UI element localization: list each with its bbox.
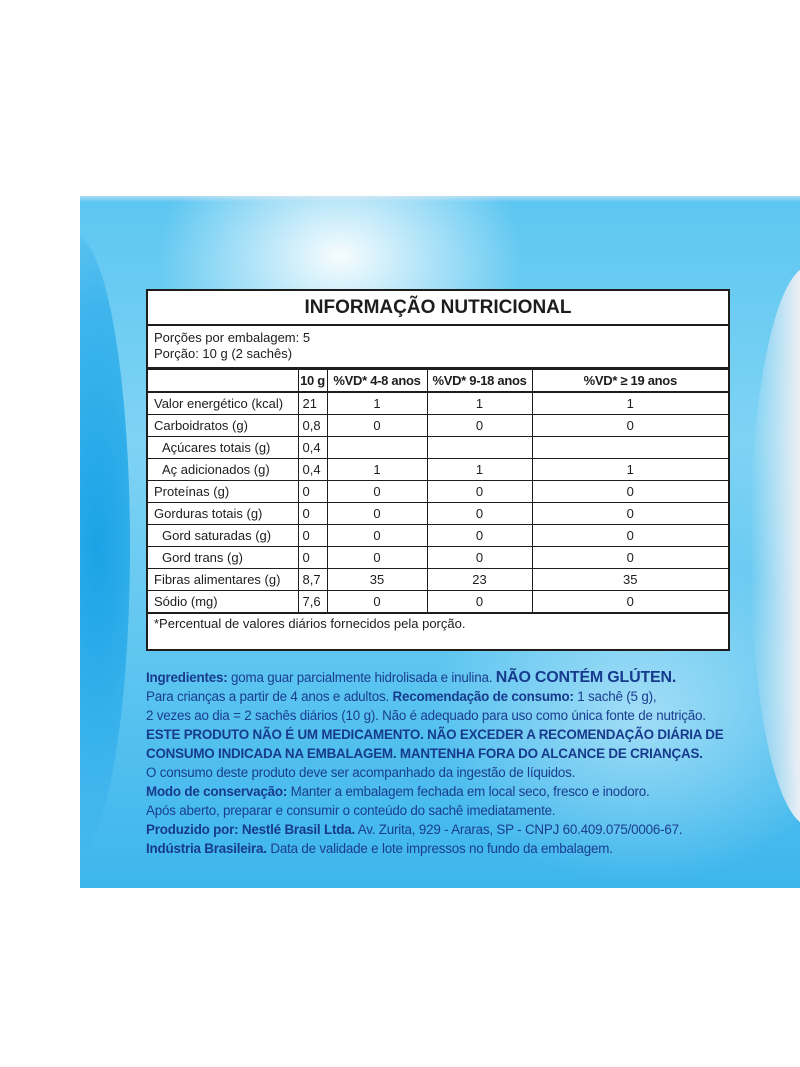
storage-label: Modo de conservação: — [146, 784, 288, 799]
nutrient-amount: 0,8 — [298, 415, 327, 437]
vd-9-18 — [427, 437, 532, 459]
nutrient-name: Gorduras totais (g) — [148, 503, 298, 525]
table-header-row — [148, 370, 728, 392]
liquids-line: O consumo deste produto deve ser acompanhado da ingestão de líquidos. — [146, 765, 576, 780]
vd-19: 0 — [532, 525, 728, 547]
nutrient-name: Açúcares totais (g) — [148, 437, 298, 459]
package-left-curve — [80, 236, 130, 856]
nutrition-footnote: *Percentual de valores diários fornecidos pela porção. — [154, 616, 466, 631]
after-opening-line: Após aberto, preparar e consumir o conteúdo do sachê imediatamente. — [146, 803, 556, 818]
vd-9-18: 1 — [427, 459, 532, 481]
vd-19: 0 — [532, 503, 728, 525]
vd-19 — [532, 437, 728, 459]
gluten-free-warning: NÃO CONTÉM GLÚTEN. — [495, 669, 677, 686]
table-row — [148, 481, 728, 503]
vd-9-18: 1 — [427, 392, 532, 415]
vd-9-18: 23 — [427, 569, 532, 591]
dosage-line: 2 vezes ao dia = 2 sachês diários (10 g). Não é adequado para uso como única fonte de nutrição. — [146, 708, 706, 723]
nutrient-name: Carboidratos (g) — [148, 415, 298, 437]
vd-19: 1 — [532, 459, 728, 481]
vd-19: 0 — [532, 481, 728, 503]
vd-4-8: 1 — [327, 459, 427, 481]
nutrient-name: Sódio (mg) — [148, 591, 298, 614]
header-vd-9-18: %VD* 9-18 anos — [427, 370, 532, 392]
vd-4-8: 0 — [327, 525, 427, 547]
table-row — [148, 437, 728, 459]
table-row — [148, 392, 728, 415]
vd-9-18: 0 — [427, 503, 532, 525]
nutrient-name: Valor energético (kcal) — [148, 392, 298, 415]
warning-text-2: CONSUMO INDICADA NA EMBALAGEM. MANTENHA FORA DO ALCANCE DE CRIANÇAS. — [146, 746, 703, 761]
nutrient-amount: 0 — [298, 481, 327, 503]
nutrition-facts-panel — [146, 289, 730, 651]
nutrient-amount: 0,4 — [298, 459, 327, 481]
ingredients-text: goma guar parcialmente hidrolisada e inulina. — [227, 670, 496, 685]
recommendation-text: 1 sachê (5 g), — [573, 689, 657, 704]
nutrient-amount: 0 — [298, 503, 327, 525]
table-row — [148, 569, 728, 591]
table-row — [148, 547, 728, 569]
vd-19: 0 — [532, 547, 728, 569]
table-row — [148, 503, 728, 525]
vd-4-8: 35 — [327, 569, 427, 591]
vd-9-18: 0 — [427, 481, 532, 503]
vd-9-18: 0 — [427, 415, 532, 437]
header-vd-4-8: %VD* 4-8 anos — [327, 370, 427, 392]
vd-4-8: 0 — [327, 415, 427, 437]
warning-line-1 — [146, 725, 730, 744]
warning-line-2 — [146, 744, 730, 763]
header-amount: 10 g — [298, 370, 327, 392]
header-nutrient — [148, 370, 298, 392]
vd-19: 0 — [532, 591, 728, 614]
nutrient-name: Gord saturadas (g) — [148, 525, 298, 547]
recommendation-line — [146, 687, 730, 706]
vd-19: 1 — [532, 392, 728, 415]
table-row — [148, 459, 728, 481]
vd-4-8: 0 — [327, 481, 427, 503]
vd-19: 0 — [532, 415, 728, 437]
label-text-block — [146, 668, 730, 858]
nutrient-amount: 0,4 — [298, 437, 327, 459]
nutrient-amount: 0 — [298, 525, 327, 547]
ingredients-line — [146, 668, 730, 687]
warning-text-1: ESTE PRODUTO NÃO É UM MEDICAMENTO. NÃO EXCEDER A RECOMENDAÇÃO DIÁRIA DE — [146, 727, 724, 742]
industry-line — [146, 839, 730, 858]
industry-label: Indústria Brasileira. — [146, 841, 267, 856]
servings-per-package: Porções por embalagem: 5 — [154, 330, 311, 345]
producer-line — [146, 820, 730, 839]
vd-9-18: 0 — [427, 591, 532, 614]
nutrient-name: Aç adicionados (g) — [148, 459, 298, 481]
ingredients-label: Ingredientes: — [146, 670, 228, 685]
storage-line — [146, 782, 730, 801]
nutrient-amount: 7,6 — [298, 591, 327, 614]
nutrient-name: Gord trans (g) — [148, 547, 298, 569]
nutrient-name: Fibras alimentares (g) — [148, 569, 298, 591]
nutrient-amount: 21 — [298, 392, 327, 415]
nutrition-table — [148, 370, 728, 614]
vd-4-8: 0 — [327, 503, 427, 525]
vd-4-8: 0 — [327, 591, 427, 614]
nutrient-amount: 8,7 — [298, 569, 327, 591]
vd-4-8: 1 — [327, 392, 427, 415]
serving-info — [148, 326, 728, 370]
table-row — [148, 415, 728, 437]
vd-9-18: 0 — [427, 547, 532, 569]
package-right-curve — [750, 266, 800, 826]
table-row — [148, 591, 728, 614]
recommendation-label: Recomendação de consumo: — [392, 689, 574, 704]
producer-label: Produzido por: Nestlé Brasil Ltda. — [146, 822, 355, 837]
package-back — [80, 196, 800, 888]
industry-text: Data de validade e lote impressos no fundo da embalagem. — [266, 841, 613, 856]
nutrition-title: INFORMAÇÃO NUTRICIONAL — [148, 291, 728, 326]
vd-4-8: 0 — [327, 547, 427, 569]
vd-19: 35 — [532, 569, 728, 591]
storage-text: Manter a embalagem fechada em local seco, fresco e inodoro. — [287, 784, 650, 799]
table-row — [148, 525, 728, 547]
producer-text: Av. Zurita, 929 - Araras, SP - CNPJ 60.409.075/0006-67. — [354, 822, 683, 837]
age-text: Para crianças a partir de 4 anos e adultos. — [146, 689, 393, 704]
vd-4-8 — [327, 437, 427, 459]
header-vd-19: %VD* ≥ 19 anos — [532, 370, 728, 392]
vd-9-18: 0 — [427, 525, 532, 547]
nutrient-amount: 0 — [298, 547, 327, 569]
nutrient-name: Proteínas (g) — [148, 481, 298, 503]
serving-size: Porção: 10 g (2 sachês) — [154, 346, 293, 361]
